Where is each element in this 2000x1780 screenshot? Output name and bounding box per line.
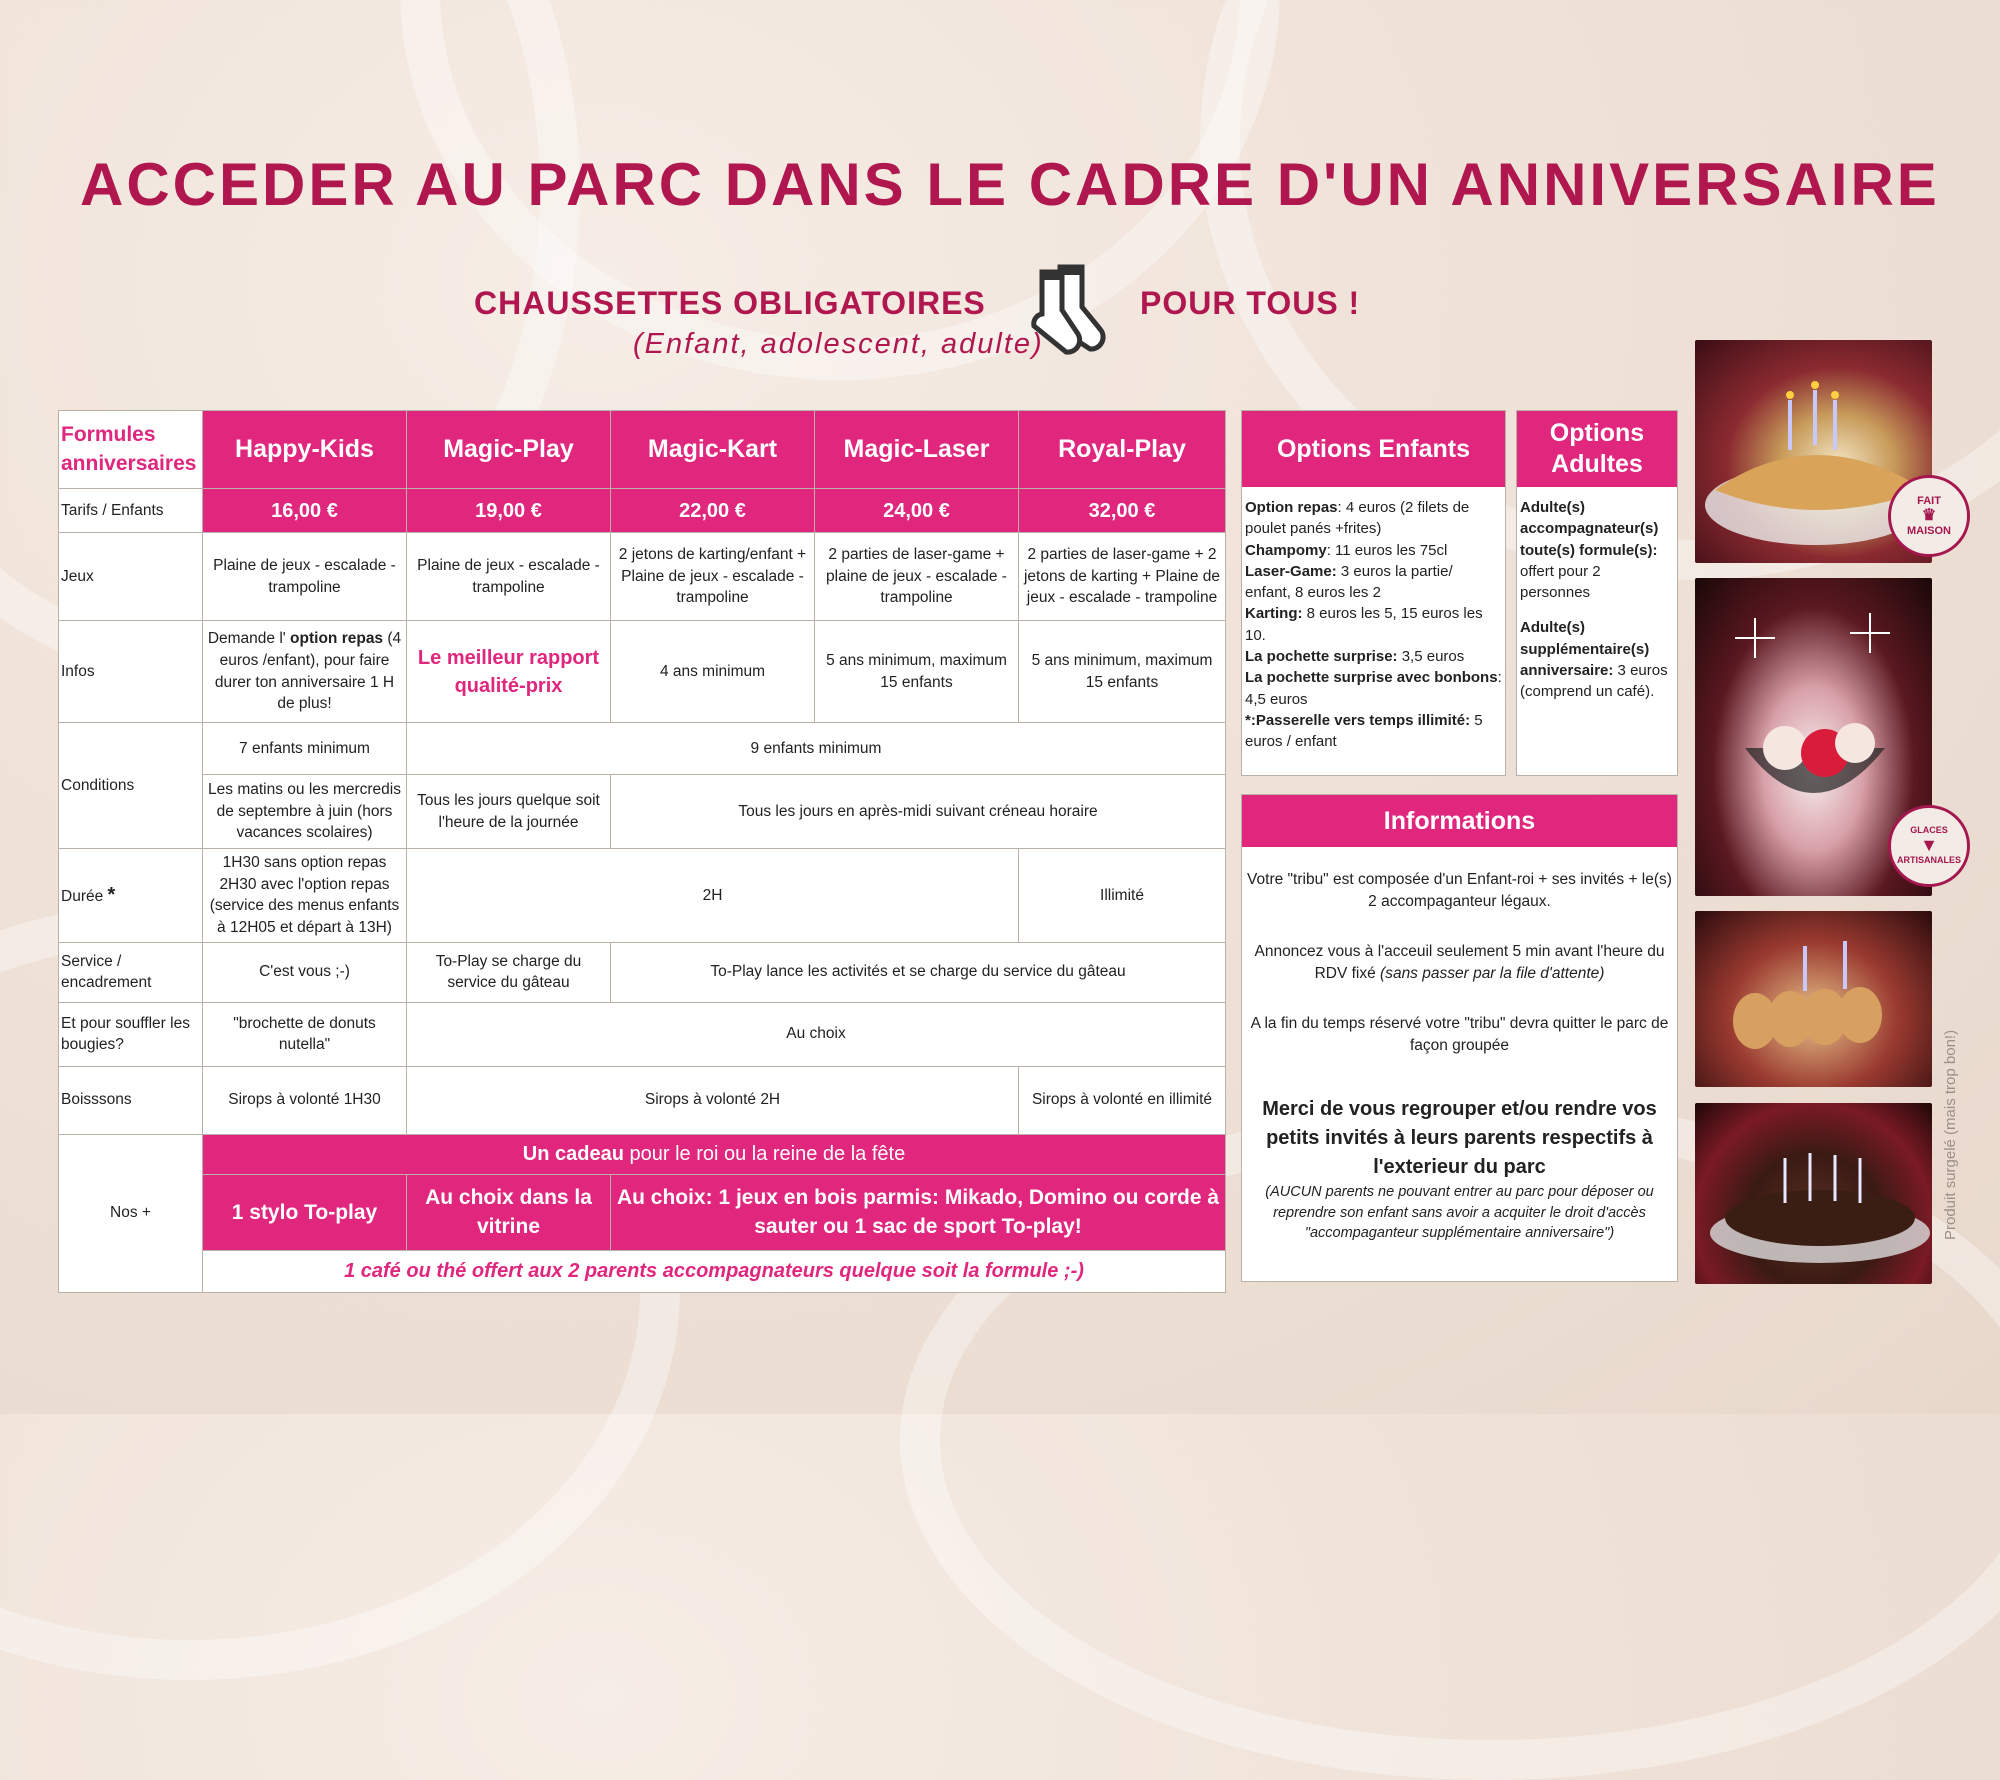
table-cell: Plaine de jeux - escalade - trampoline <box>203 533 407 621</box>
gift-bold: Un cadeau <box>522 1143 624 1166</box>
table-row <box>59 1066 1226 1134</box>
table-cell: Au choix <box>407 1002 1226 1066</box>
row-label-text: Durée <box>61 888 104 906</box>
table-cell <box>203 621 407 723</box>
option-text: 3 euros la partie/ enfant, 8 euros les 2 <box>1245 562 1453 602</box>
table-cell: To-Play lance les activités et se charge du service du gâteau <box>611 942 1226 1002</box>
cell-text: (4 euros /enfant), pour faire durer ton anniversaire 1 H de plus! <box>214 630 402 713</box>
formula-magic-laser: Magic-Laser <box>815 411 1019 489</box>
option-text: 3,5 euros <box>1397 648 1465 666</box>
row-label: Boisssons <box>59 1066 203 1134</box>
formula-magic-kart: Magic-Kart <box>611 411 815 489</box>
option-text: : 4 euros (2 filets de poulet panés +frites) <box>1245 499 1470 538</box>
informations-title: Informations <box>1242 795 1677 847</box>
list-item <box>1520 617 1674 702</box>
option-text: : 4,5 euros <box>1245 669 1502 708</box>
badge-text: FAIT <box>1917 495 1941 508</box>
option-text: offert pour 2 personnes <box>1520 562 1601 602</box>
row-label: Service / encadrement <box>59 942 203 1002</box>
chocolate-cake-photo <box>1695 1103 1932 1284</box>
table-cell: 2 parties de laser-game + plaine de jeux - escalade - trampoline <box>815 533 1019 621</box>
options-enfants-panel <box>1241 410 1506 776</box>
donut-skewer-icon <box>1695 911 1932 1087</box>
table-row <box>59 942 1226 1002</box>
formula-royal-play: Royal-Play <box>1019 411 1226 489</box>
table-row <box>59 533 1226 621</box>
info-italic: (sans passer par la file d'attente) <box>1380 965 1605 982</box>
option-name: La pochette surprise avec bonbons <box>1245 669 1498 687</box>
gift-cell: Au choix: 1 jeux en bois parmis: Mikado, Domino ou corde à sauter ou 1 sac de sport To-play! <box>611 1174 1226 1250</box>
option-name: Adulte(s) accompagnateur(s) toute(s) formule(s): <box>1520 499 1659 559</box>
glaces-artisanales-badge <box>1888 805 1970 887</box>
badge-text: GLACES <box>1910 825 1948 836</box>
table-row <box>59 1002 1226 1066</box>
table-cell: Sirops à volonté 2H <box>407 1066 1019 1134</box>
table-cell: 5 ans minimum, maximum 15 enfants <box>1019 621 1226 723</box>
table-cell: 9 enfants minimum <box>407 723 1226 775</box>
table-row <box>59 849 1226 943</box>
table-cell: Sirops à volonté 1H30 <box>203 1066 407 1134</box>
asterisk: * <box>107 884 116 907</box>
table-row <box>59 775 1226 849</box>
row-label: Infos <box>59 621 203 723</box>
list-item <box>1520 497 1674 603</box>
info-paragraph <box>1246 941 1673 985</box>
list-item <box>1245 497 1502 540</box>
table-cell: 4 ans minimum <box>611 621 815 723</box>
table-row <box>59 621 1226 723</box>
socks-for-all-text: POUR TOUS ! <box>1140 285 1361 321</box>
gift-text: pour le roi ou la reine de la fête <box>623 1143 906 1166</box>
page-title: ACCEDER AU PARC DANS LE CADRE D'UN ANNIVERSAIRE <box>80 151 1940 218</box>
table-cell <box>407 621 611 723</box>
chef-hat-icon: ♛ <box>1921 507 1937 525</box>
option-name: Option repas <box>1245 499 1338 516</box>
table-row <box>59 1250 1226 1292</box>
chocolate-cake-icon <box>1695 1103 1932 1284</box>
options-enfants-title: Options Enfants <box>1242 411 1505 487</box>
options-adultes-list <box>1517 487 1677 713</box>
fait-maison-badge <box>1888 475 1970 557</box>
option-name: *:Passerelle vers temps illimité: <box>1245 711 1471 729</box>
option-name: Champomy <box>1245 541 1327 559</box>
table-cell: Sirops à volonté en illimité <box>1019 1066 1226 1134</box>
table-cell: Tous les jours quelque soit l'heure de la journée <box>407 775 611 849</box>
price-cell: 32,00 € <box>1019 489 1226 533</box>
best-value-text: Le meilleur rapport qualité-prix <box>417 646 600 697</box>
ice-cream-cone-icon: ▼ <box>1920 835 1938 856</box>
table-cell: 2H <box>407 849 1019 943</box>
option-name: La pochette surprise: <box>1245 648 1398 666</box>
table-cell: 2 parties de laser-game + 2 jetons de karting + Plaine de jeux - escalade - trampoline <box>1019 533 1226 621</box>
informations-body <box>1242 847 1677 1266</box>
options-adultes-panel <box>1516 410 1678 776</box>
row-label: Et pour souffler les bougies? <box>59 1002 203 1066</box>
formulas-label: Formules anniversaires <box>61 423 197 475</box>
socks-subtitle: (Enfant, adolescent, adulte) <box>633 328 1044 360</box>
formulas-table <box>58 410 1226 1293</box>
gift-cell: Au choix dans la vitrine <box>407 1174 611 1250</box>
info-paragraph: A la fin du temps réservé votre "tribu" devra quitter le parc de façon groupée <box>1250 1015 1669 1054</box>
table-row <box>59 1174 1226 1250</box>
table-cell: 1H30 sans option repas 2H30 avec l'option repas (service des menus enfants à 12H05 et départ à 13H) <box>203 849 407 943</box>
table-cell: "brochette de donuts nutella" <box>203 1002 407 1066</box>
row-label: Nos + <box>59 1134 203 1292</box>
price-cell: 22,00 € <box>611 489 815 533</box>
table-cell: C'est vous ;-) <box>203 942 407 1002</box>
table-row <box>59 489 1226 533</box>
formula-happy-kids: Happy-Kids <box>203 411 407 489</box>
list-item <box>1245 646 1502 667</box>
table-cell: 5 ans minimum, maximum 15 enfants <box>815 621 1019 723</box>
info-emphasis: Merci de vous regrouper et/ou rendre vos petits invités à leurs parents respectifs à l'exterieur du parc <box>1262 1098 1657 1178</box>
option-text: 3 euros (comprend un café). <box>1520 662 1668 701</box>
row-label <box>59 849 203 943</box>
table-row <box>59 723 1226 775</box>
table-cell: 7 enfants minimum <box>203 723 407 775</box>
table-cell: Illimité <box>1019 849 1226 943</box>
table-cell: To-Play se charge du service du gâteau <box>407 942 611 1002</box>
donut-skewer-photo <box>1695 911 1932 1087</box>
corner-cell <box>59 411 203 489</box>
formula-magic-play: Magic-Play <box>407 411 611 489</box>
cell-bold-text: option repas <box>290 630 384 648</box>
option-name: Karting: <box>1245 605 1303 623</box>
list-item <box>1245 540 1502 561</box>
list-item <box>1245 710 1502 753</box>
price-cell: 16,00 € <box>203 489 407 533</box>
info-note: (AUCUN parents ne pouvant entrer au parc pour déposer ou reprendre son enfant sans avoir a acquiter le droit d'accès "accompaganteur supplémentaire anniversaire") <box>1265 1184 1654 1242</box>
cell-text: Demande l' <box>207 630 286 648</box>
list-item <box>1245 667 1502 710</box>
coffee-offer-text: 1 café ou thé offert aux 2 parents accompagnateurs quelque soit la formule ;-) <box>344 1260 1084 1283</box>
price-cell: 19,00 € <box>407 489 611 533</box>
row-label: Conditions <box>59 723 203 849</box>
info-text: Annoncez vous à l'acceuil seulement 5 min avant l'heure du RDV fixé <box>1254 943 1665 982</box>
frozen-product-note: Produit surgelé (mais trop bon!) <box>1942 1029 1959 1240</box>
footer-cell <box>203 1250 1226 1292</box>
row-label: Jeux <box>59 533 203 621</box>
list-item <box>1245 561 1502 604</box>
gift-banner <box>203 1134 1226 1174</box>
options-adultes-title: Options Adultes <box>1517 411 1677 487</box>
formulas-header-row <box>59 411 1226 489</box>
options-enfants-list <box>1242 487 1505 763</box>
row-label: Tarifs / Enfants <box>59 489 203 533</box>
option-text: 8 euros les 5, 15 euros les 10. <box>1245 605 1483 644</box>
table-cell: Les matins ou les mercredis de septembre à juin (hors vacances scolaires) <box>203 775 407 849</box>
option-text: 5 euros / enfant <box>1245 711 1483 751</box>
table-cell: Tous les jours en après-midi suivant créneau horaire <box>611 775 1226 849</box>
option-name: Laser-Game: <box>1245 562 1337 580</box>
info-paragraph: Votre "tribu" est composée d'un Enfant-roi + ses invités + le(s) 2 accompaganteur légaux. <box>1247 871 1672 910</box>
badge-text: ARTISANALES <box>1896 854 1961 865</box>
option-text: : 11 euros les 75cl <box>1326 541 1448 559</box>
table-cell: 2 jetons de karting/enfant + Plaine de jeux - escalade - trampoline <box>611 533 815 621</box>
socks-required-text: CHAUSSETTES OBLIGATOIRES <box>474 285 986 321</box>
informations-panel <box>1241 794 1678 1282</box>
table-cell: Plaine de jeux - escalade - trampoline <box>407 533 611 621</box>
badge-text: MAISON <box>1907 524 1951 537</box>
table-row <box>59 1134 1226 1174</box>
option-name: Adulte(s) supplémentaire(s) anniversaire: <box>1520 619 1650 680</box>
list-item <box>1245 603 1502 646</box>
price-cell: 24,00 € <box>815 489 1019 533</box>
gift-cell: 1 stylo To-play <box>203 1174 407 1250</box>
